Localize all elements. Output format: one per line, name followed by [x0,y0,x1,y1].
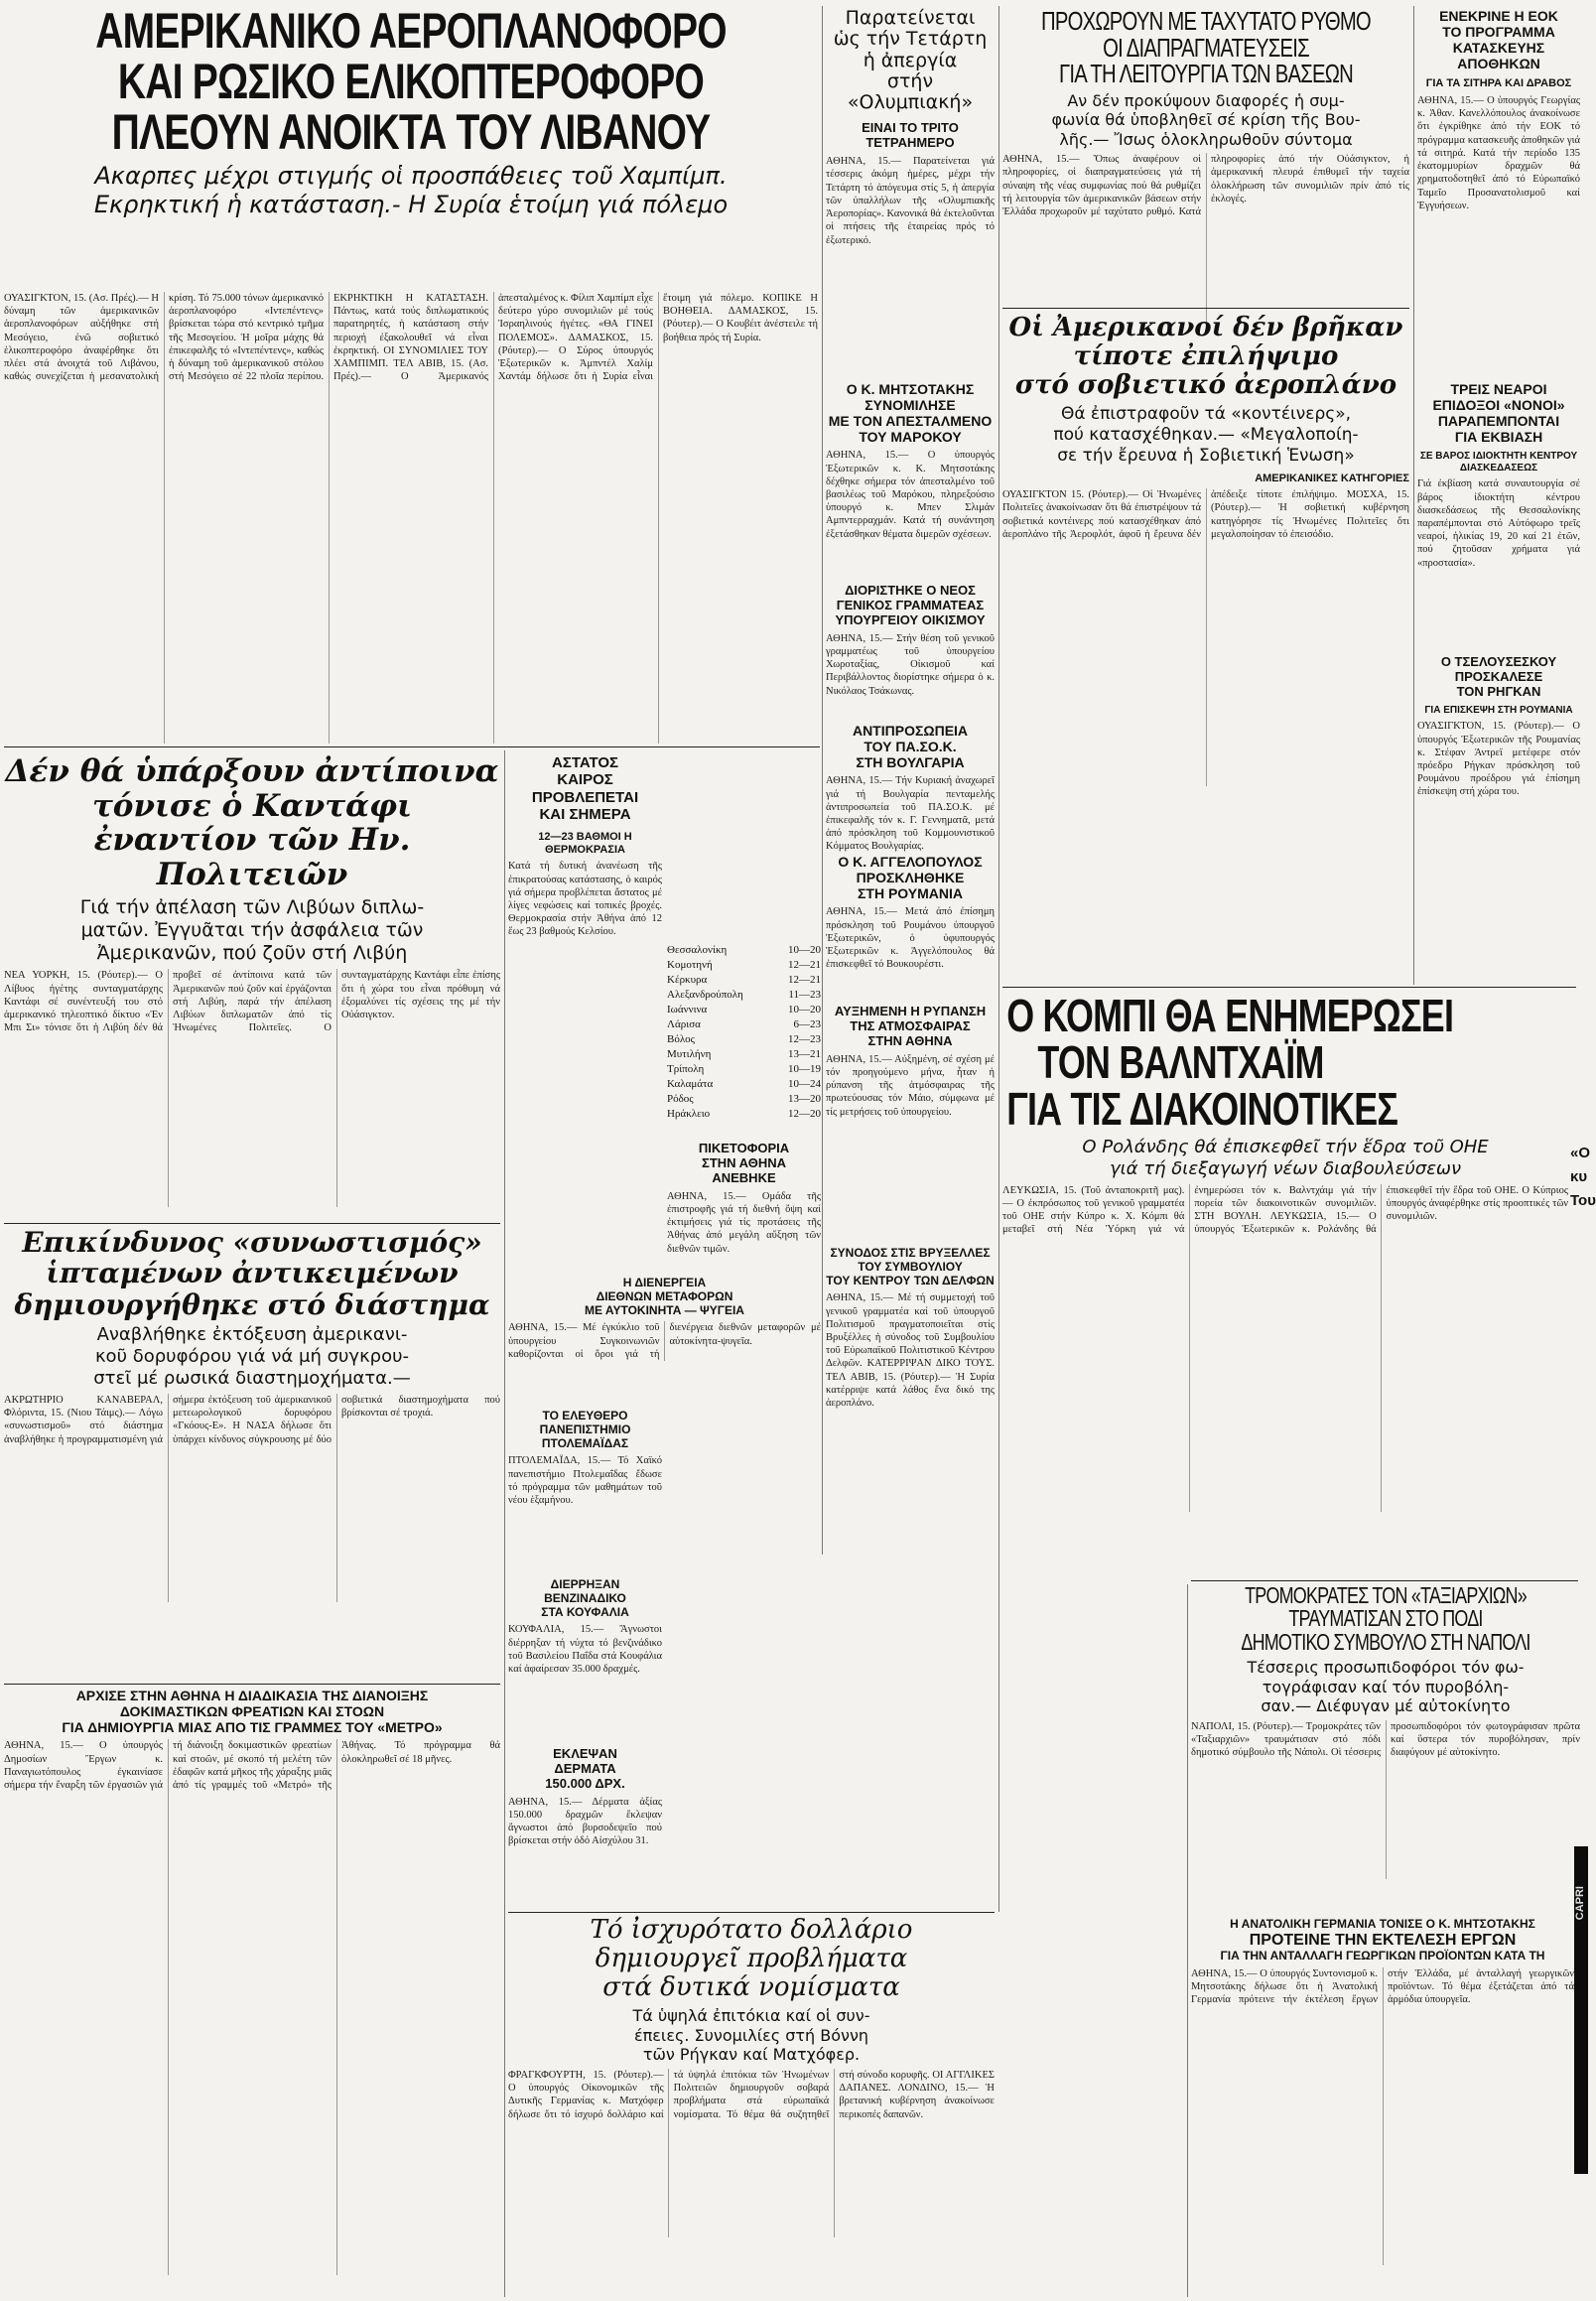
kicker-weather: 12—23 ΒΑΘΜΟΙ Η ΘΕΡΜΟΚΡΑΣΙΑ [538,831,632,856]
kicker-tselousescu: ΓΙΑ ΕΠΙΣΚΕΨΗ ΣΤΗ ΡΟΥΜΑΝΙΑ [1424,704,1573,716]
deck-dollar: Τά ὑψηλά ἐπιτόκια καί οἱ συν- έπειες. Συνομιλίες στή Βόννη τῶν Ρήγκαν καί Ματχόφερ. [632,2006,870,2065]
article-weather [508,754,662,1132]
weather-city-row: Αλεξανδρούπολη 11—23 [667,989,821,1001]
deck-bases-talks: Αν δέν προκύψουν διαφορές ἡ συμ- φωνία θά ὑποβληθεῖ σέ κρίση τῆς Βου- λῆς.— Ἴσως ὁλοκληρωθοῦν σύντομα [1051,90,1361,149]
headline-soviet-plane: Οἱ Ἀμερικανοί δέν βρῆκαν τίποτε ἐπιλήψιμο στό σοβιετικό ἀεροπλάνο [1008,313,1403,401]
article-olympic-strike [826,8,995,377]
body-bases-talks: ΑΘΗΝΑ, 15.— Ὅπως ἀναφέρουν οἱ πληροφορίες, οἱ διαπραγματεύσεις γιά τή σύναψη τῆς νέας συμφωνίας πού θά ρυθμίζει τή λειτουργία τῶν ἀμερικανικῶν βάσεων στήν Ἑλλάδα προχωροῦν μέ ταχύτατο ρυθμό. Κατά πληροφορίες ἀπό τήν Οὐάσιγκτον, ἡ ἀμερικανική πλευρά ἐπιθυμεῖ τήν ταχεία ὁλοκλήρωση τῶν συνομιλιῶν πρίν ἀπό τίς ἐκλογές. [1002,154,1409,217]
headline-bases-talks: ΠΡΟΧΩΡΟΥΝ ΜΕ ΤΑΧΥΤΑΤΟ ΡΥΘΜΟ ΟΙ ΔΙΑΠΡΑΓΜΑΤΕΥΣΕΙΣ ΓΙΑ ΤΗ ΛΕΙΤΟΥΡΓΙΑ ΤΩΝ ΒΑΣΕΩΝ [1041,6,1371,89]
article-pasok-bulgaria [826,723,995,853]
headline-secretary-general: ΔΙΟΡΙΣΤΗΚΕ Ο ΝΕΟΣ ΓΕΝΙΚΟΣ ΓΡΑΜΜΑΤΕΑΣ ΥΠΟΥΡΓΕΙΟΥ ΟΙΚΙΣΜΟΥ [835,583,986,627]
weather-city-row: Θεσσαλονίκη 10—20 [667,944,821,956]
article-smog [826,1005,995,1243]
body-cobby: ΛΕΥΚΩΣΙΑ, 15. (Τοῦ ἀνταποκριτῆ μας).— Ο ἐκπρόσωπος τοῦ γενικοῦ γραμματέα τοῦ ΟΗΕ στήν Κύπρο κ. Χ. Κόμπι θά μεταβεῖ στή Νέα Ὑόρκη γιά νά ἐνημερώσει τόν κ. Βαλντχάιμ γιά τήν πορεία τῶν διακοινοτικῶν συνομιλιῶν. ΣΤΗ ΒΟΥΛΗ. ΛΕΥΚΩΣΙΑ, 15.— Ο ὑπουργός Ἐξωτερικῶν κ. Ρολάνδης θά ἐπισκεφθεῖ τήν ἕδρα τοῦ ΟΗΕ. Ο Κύπριος ὑπουργός ἀναφέρθηκε στίς προοπτικές τῶν συνομιλιῶν. [1002,1184,1568,1236]
article-ptolemaida [508,1410,662,1568]
headline-olympic-strike: Παρατείνεται ὡς τήν Τετάρτη ἡ ἀπεργία στήν «Ολυμπιακή» [833,7,988,114]
article-tselousescu [1417,655,1580,979]
deck-space-danger: Αναβλήθηκε ἐκτόξευση ἀμερικανι- κοῦ δορυφόρου γιά νά μή συγκρου- στεῖ μέ ρωσικά διαστημοχήματα.— [93,1324,411,1389]
body-smog: ΑΘΗΝΑ, 15.— Αὐξημένη, σέ σχέση μέ τόν προηγούμενο μήνα, ἦταν ἡ ρύπανση τῆς ἀτμόσφαιρας τῆς πρωτεύουσας τόν Μάιο, σύμφωνα μέ τίς μετρήσεις τοῦ ὑπουργείου. [826,1053,995,1118]
kicker-soviet-plane: ΑΜΕΡΙΚΑΝΙΚΕΣ ΚΑΤΗΓΟΡΙΕΣ [1255,472,1409,484]
rule-divider [4,1223,500,1224]
headline-eec-program: ΕΝΕΚΡΙΝΕ Η ΕΟΚ ΤΟ ΠΡΟΓΡΑΜΜΑ ΚΑΤΑΣΚΕΥΗΣ ΑΠΟΘΗΚΩΝ [1439,8,1558,72]
body-weather: Κατά τή δυτική ἀνανέωση τῆς ἐπικρατούσας κατάστασης, ὁ καιρός γιά σήμερα προβλέπεται ἄστατος μέ λίγες νεφώσεις καί τοπικές βροχές. Θερμοκρασία στήν Ἀθήνα ἀπό 12 ἕως 23 βαθμούς Κελσίου. [508,861,662,938]
headline-smog: ΑΥΞΗΜΕΝΗ Η ΡΥΠΑΝΣΗ ΤΗΣ ΑΤΜΟΣΦΑΙΡΑΣ ΣΤΗΝ ΑΘΗΝΑ [834,1004,987,1048]
rule-divider [4,746,820,747]
article-eec-program [1417,8,1580,375]
weather-city-row: Κέρκυρα 12—21 [667,974,821,986]
article-secretary-general [826,584,995,719]
body-secretary-general: ΑΘΗΝΑ, 15.— Στήν θέση τοῦ γενικοῦ γραμματέως τοῦ ὑπουργείου Χωροταξίας, Οἰκισμοῦ καί Περιβάλλοντος διορίστηκε σήμερα ὁ κ. Νικόλαος Τσάκωνας. [826,632,995,697]
side-bar [1574,1846,1588,2174]
body-dollar: ΦΡΑΓΚΦΟΥΡΤΗ, 15. (Ρόυτερ).— Ο ὑπουργός Οἰκονομικῶν τῆς Δυτικῆς Γερμανίας κ. Ματχόφερ δήλωσε ὅτι τό ἰσχυρό δολλάριο καί τά ὑψηλά ἐπιτόκια τῶν Ἡνωμένων Πολιτειῶν δημιουργοῦν σοβαρά προβλήματα στά εὐρωπαϊκά νομίσματα. Τό θέμα θά συζητηθεῖ στή σύνοδο κορυφῆς. ΟΙ ΑΓΓΛΙΚΕΣ ΔΑΠΑΝΕΣ. ΛΟΝΔΙΝΟ, 15.— Ἡ βρετανική κυβέρνηση ἀνακοίνωσε περικοπές δαπανῶν. [508,2069,995,2120]
article-aircraft-carrier [4,3,818,294]
headline-pasok-bulgaria: ΑΝΤΙΠΡΟΣΩΠΕΙΑ ΤΟΥ ΠΑ.ΣΟ.Κ. ΣΤΗ ΒΟΥΛΓΑΡΙΑ [852,723,969,771]
article-space-danger [4,1227,500,1684]
body-east-germany: ΑΘΗΝΑ, 15.— Ο ὑπουργός Συντονισμοῦ κ. Μητσοτάκης δήλωσε ὅτι ἡ Ἀνατολική Γερμανία πρότεινε τήν ἐκτέλεση ἔργων στήν Ἑλλάδα, μέ ἀνταλλαγή γεωργικῶν προϊόντων. Τό θέμα ἐξετάζεται ἀπό τά ἁρμόδια ὑπουργεῖα. [1191,1967,1574,2006]
body-metro: ΑΘΗΝΑ, 15.— Ο ὑπουργός Δημοσίων Ἔργων κ. Παναγιωτόπουλος ἐγκαινίασε σήμερα τήν ἔναρξη τῶν ἐργασιῶν γιά τή διάνοιξη δοκιμαστικῶν φρεατίων καί στοῶν, μέ σκοπό τή μελέτη τῶν ἐδαφῶν κατά μῆκος τῆς χάραξης μιᾶς ἀπό τίς γραμμές τοῦ «Μετρό» τῆς Ἀθήνας. Τό πρόγραμμα θά ὁλοκληρωθεῖ σέ 18 μῆνες. [4,1740,500,1791]
headline-space-danger: Επικίνδυνος «συνωστισμός» ἱπταμένων ἀντικειμένων δημιουργήθηκε στό διάστημα [14,1226,490,1321]
body-mitsotakis-morocco: ΑΘΗΝΑ, 15.— Ο ὑπουργός Ἐξωτερικῶν κ. Κ. Μητσοτάκης δέχθηκε σήμερα τόν ἀπεσταλμένο τοῦ βασιλέως τοῦ Μαρόκου, πληρεξούσιο ὑπουργό κ. Μπεν Σλιμάν Αμπντερραχμάν. Κατά τή συνάντηση ἐξετάσθηκαν θέματα διμερῶν σχέσεων. [826,450,995,540]
deck-cobby: Ο Ρολάνδης θά ἐπισκεφθεῖ τήν ἕδρα τοῦ ΟΗΕ γιά τή διεξαγωγή νέων διαβουλεύσεων [1082,1136,1489,1179]
side-bar-label: CAPRI [1574,1886,1586,1921]
body-taxiarchos: ΝΑΠΟΛΙ, 15. (Ρόυτερ).— Τρομοκράτες τῶν «Ταξιαρχιῶν» τραυμάτισαν στό πόδι δημοτικό σύμβουλο τῆς Νάπολι. Οἱ τέσσερις προσωπιδοφόροι τόν φωτογράφισαν πρῶτα καί ὕστερα τόν πυροβόλησαν, πρίν διαφύγουν μέ αὐτοκίνητο. [1191,1720,1580,1759]
kicker-olympic-strike: ΕΙΝΑΙ ΤΟ ΤΡΙΤΟ ΤΕΤΡΑΗΜΕΡΟ [862,120,959,151]
article-taxiarchos [1191,1584,1580,1912]
headline-dollar: Τό ἰσχυρότατο δολλάριο δημιουργεῖ προβλήματα στά δυτικά νομίσματα [590,1915,913,2003]
body-pikefoderia: ΑΘΗΝΑ, 15.— Ομάδα τῆς ἐπιστροφῆς γιά τή διεθνή ὄψη καί ἐκτιμήσεις γιά τίς προτάσεις τῆς Ἀθήνας ἀπό μεγάλη αὔξηση τῶν διεθνῶν τιμῶν. [667,1190,821,1255]
column-divider [504,750,505,2297]
headline-east-germany: Η ΑΝΑΤΟΛΙΚΗ ΓΕΡΜΑΝΙΑ ΤΟΝΙΣΕ Ο Κ. ΜΗΤΣΟΤΑΚΗΣ ΠΡΟΤΕΙΝΕ ΤΗΝ ΕΚΤΕΛΕΣΗ ΕΡΓΩΝ ΓΙΑ ΤΗΝ ΑΝΤΑΛΛΑΓΗ ΓΕΩΡΓΙΚΩΝ ΠΡΟΪΟΝΤΩΝ ΚΑΤΑ ΤΗ [1220,1917,1545,1963]
deck-taxiarchos: Τέσσερις προσωπιδοφόροι τόν φω- τογράφισαν καί τόν πυροβόλη- σαν.— Διέφυγαν μέ αὐτοκίνητο [1247,1658,1525,1716]
headline-mitsotakis-morocco: Ο Κ. ΜΗΤΣΟΤΑΚΗΣ ΣΥΝΟΜΙΛΗΣΕ ΜΕ ΤΟΝ ΑΠΕΣΤΑΛΜΕΝΟ ΤΟΥ ΜΑΡΟΚΟΥ [828,381,993,446]
headline-tselousescu: Ο ΤΣΕΛΟΥΣΕΣΚΟΥ ΠΡΟΣΚΑΛΕΣΕ ΤΟΝ ΡΗΓΚΑΝ [1440,654,1557,699]
article-angelopoulos-romania [826,854,995,1003]
article-dollar [508,1916,995,2297]
body-angelopoulos-romania: ΑΘΗΝΑ, 15.— Μετά ἀπό ἐπίσημη πρόσκληση τοῦ Ρουμάνου ὑπουργοῦ Ἐξωτερικῶν, ὁ ὑφυπουργός Ἐξωτερικῶν κ. Ἀγγελόπουλος θά ἐπισκεφθεῖ τό Βουκουρέστι. [826,906,995,971]
weather-city-row: Ηράκλειο 12—20 [667,1108,821,1120]
article-cobby [1002,990,1568,1578]
headline-petrol-theft: ΔΙΕΡΡΗΞΑΝ ΒΕΝΖΙΝΑΔΙΚΟ ΣΤΑ ΚΟΥΦΑΛΙΑ [541,1577,629,1619]
article-petrol-theft [508,1578,662,1737]
headline-weather: ΑΣΤΑΤΟΣ ΚΑΙΡΟΣ ΠΡΟΒΛΕΠΕΤΑΙ ΚΑΙ ΣΗΜΕΡΑ [531,754,639,823]
body-neoi-trial: Γιά ἐκβίαση κατά συναυτουργία σέ βάρος ἰδιοκτήτη κέντρου διασκεδάσεως τῆς Θεσσαλονίκης παραπέμπονται στό Αὐτόφωρο τρεῖς νεαροί, ἡλικίας 19, 20 καί 21 ἐτῶν, πού ζητοῦσαν χρήματα γιά «προστασία». [1417,478,1580,569]
article-east-germany [1191,1918,1574,2297]
body-olympic-strike: ΑΘΗΝΑ, 15.— Παρατείνεται γιά τέσσερις ἀκόμη ἡμέρες, μέχρι τήν Τετάρτη τό ἀπόγευμα στίς 5, ἡ ἀπεργία τῶν ὑπαλλήλων τῆς «Ολυμπιακῆς Ἀεροπορίας». Κανονικά θά ἐκτελοῦνται οἱ πτήσεις τῆς ἑταιρείας πρός τό ἐξωτερικό. [826,156,995,246]
weather-city-row: Ρόδος 13—20 [667,1093,821,1105]
body-petrol-theft: ΚΟΥΦΑΛΙΑ, 15.— Ἄγνωστοι διέρρηξαν τή νύχτα τό βενζινάδικο τοῦ Βασιλείου Παΐδα στά Κουφάλια καί ἀφαίρεσαν 35.000 δραχμές. [508,1624,662,1676]
article-mitsotakis-morocco [826,381,995,580]
headline-stole-skins: ΕΚΛΕΨΑΝ ΔΕΡΜΑΤΑ 150.000 ΔΡΧ. [545,1746,625,1791]
weather-city-row: Βόλος 12—23 [667,1033,821,1045]
article-stole-skins [508,1747,662,1906]
body-eec-program: ΑΘΗΝΑ, 15.— Ο ὑπουργός Γεωργίας κ. Ἀθαν. Κανελλόπουλος ἀνακοίνωσε ὅτι ἐγκρίθηκε ἀπό τήν ΕΟΚ τό πρόγραμμα κατασκευῆς ἀποθηκῶν γιά τά σιτηρά. Κατά τήν περίοδο 135 ἐκατομμυρίων δραχμῶν θά χρηματοδοτηθεῖ ἀπό τό Εὐρωπαϊκό Ταμεῖο Προσανατολισμοῦ καί Ἐγγυήσεων. [1417,95,1580,211]
headline-ptolemaida: ΤΟ ΕΛΕΥΘΕΡΟ ΠΑΝΕΠΙΣΤΗΜΙΟ ΠΤΟΛΕΜΑΪΔΑΣ [539,1409,631,1450]
article-aircraft-carrier-body [4,288,818,744]
deck-gaddafi: Γιά τήν ἀπέλαση τῶν Λιβύων διπλω- ματῶν. Ἐγγυᾶται τήν ἀσφάλεια τῶν Ἀμερικανῶν, πού ζοῦν στή Λιβύη [79,895,425,965]
headline-aircraft-carrier: ΑΜΕΡΙΚΑΝΙΚΟ ΑΕΡΟΠΛΑΝΟΦΟΡΟ ΚΑΙ ΡΩΣΙΚΟ ΕΛΙΚΟΠΤΕΡΟΦΟΡΟ ΠΛΕΟΥΝ ΑΝΟΙΚΤΑ ΤΟΥ ΛΙΒΑΝΟΥ [95,3,727,160]
article-delphi-center [826,1247,995,1535]
rule-divider [1002,987,1576,988]
body-transport: ΑΘΗΝΑ, 15.— Μέ ἐγκύκλιο τοῦ ὑπουργείου Συγκοινωνιῶν καθορίζονται οἱ ὅροι γιά τή διενέργεια διεθνῶν μεταφορῶν μέ αὐτοκίνητα-ψυγεῖα. [508,1322,821,1360]
weather-city-row: Μυτιλήνη 13—21 [667,1048,821,1060]
headline-delphi-center: ΣΥΝΟΔΟΣ ΣΤΙΣ ΒΡΥΞΕΛΛΕΣ ΤΟΥ ΣΥΜΒΟΥΛΙΟΥ ΤΟΥ ΚΕΝΤΡΟΥ ΤΩΝ ΔΕΛΦΩΝ [826,1246,995,1287]
headline-angelopoulos-romania: Ο Κ. ΑΓΓΕΛΟΠΟΥΛΟΣ ΠΡΟΣΚΛΗΘΗΚΕ ΣΤΗ ΡΟΥΜΑΝΙΑ [838,854,983,902]
cobby-right-fragment: «Ο κυ Του [1570,1145,1596,1209]
deck-soviet-plane: Θά ἐπιστραφοῦν τά «κοντέινερς», πού κατασχέθηκαν.— «Μεγαλοποίη- σε τήν ἔρευνα ἡ Σοβιετική Ἑνωση» [1053,404,1359,466]
body-aircraft-carrier: ΟΥΑΣΙΓΚΤΟΝ, 15. (Ασ. Πρές).— Η δύναμη τῶν ἀμερικανικῶν ἀεροπλανοφόρων αὐξήθηκε στή Μεσόγειο, ἐνῶ σοβιετικό ἑλικοπτεροφόρο ἀναφέρθηκε ὅτι πλέει στά ἀνοιχτά τοῦ Λιβάνου, καθώς συνεχίζεται ἡ μεσανατολική κρίση. Τό 75.000 τόνων ἀμερικανικό ἀεροπλανοφόρο «Ιντεπέντενς» βρίσκεται τώρα στό κεντρικό τμῆμα τῆς Μεσογείου. Ἡ μοῖρα μάχης θά ἐπικεφαλῆς τό «Ιντεπέντενς», καθώς ἡ δύναμη τοῦ ἀμερικανικοῦ στόλου στή Μεσόγειο σέ 22 πλοῖα περίπου. ΕΚΡΗΚΤΙΚΗ Η ΚΑΤΑΣΤΑΣΗ. Πάντως, κατά τούς διπλωματικούς παρατηρητές, ἡ κατάσταση στήν περιοχή ἐξακολουθεῖ νά εἶναι ἐκρηκτική. ΟΙ ΣΥΝΟΜΙΛΙΕΣ ΤΟΥ ΧΑΜΠΙΜΠ. ΤΕΛ ΑΒΙΒ, 15. (Ασ. Πρές).— Ο Ἀμερικανός ἀπεσταλμένος κ. Φίλιπ Χαμπίμπ εἶχε δεύτερο γύρο συνομιλιῶν μέ τούς Ἰσραηλινούς ἡγέτες. «ΘΑ ΓΙΝΕΙ ΠΟΛΕΜΟΣ». ΔΑΜΑΣΚΟΣ, 15. (Ρόυτερ).— Ο Σύρος ὑπουργός Ἐξωτερικῶν κ. Ἀμπντέλ Χαλίμ Χαντάμ δήλωσε ὅτι ἡ Συρία εἶναι ἕτοιμη γιά πόλεμο. ΚΟΠΙΚΕ Η ΒΟΗΘΕΙΑ. ΔΑΜΑΣΚΟΣ, 15. (Ρόυτερ).— Ο Κουβέιτ ἀνέστειλε τή βοήθεια πρός τή Συρία. [4,293,818,383]
body-space-danger: ΑΚΡΩΤΗΡΙΟ ΚΑΝΑΒΕΡΑΛ, Φλόριντα, 15. (Νιου Τάιμς).— Λόγω «συνωστισμοῦ» στό διάστημα ἀναβλήθηκε ἡ προγραμματισμένη γιά σήμερα ἐκτόξευση τοῦ ἀμερικανικοῦ μετεωρολογικοῦ δορυφόρου «Γκόους-Ε». Η ΝΑΣΑ δήλωσε ὅτι ὑπάρχει κίνδυνος σύγκρουσης μέ δύο σοβιετικά διαστημοχήματα πού βρίσκονται σέ τροχιά. [4,1394,500,1445]
headline-taxiarchos: ΤΡΟΜΟΚΡΑΤΕΣ ΤΟΝ «ΤΑΞΙΑΡΧΙΩΝ» ΤΡΑΥΜΑΤΙΣΑΝ ΣΤΟ ΠΟΔΙ ΔΗΜΟΤΙΚΟ ΣΥΜΒΟΥΛΟ ΣΤΗ ΝΑΠΟΛΙ [1241,1582,1530,1655]
column-divider [998,6,999,1912]
kicker-neoi-trial: ΣΕ ΒΑΡΟΣ ΙΔΙΟΚΤΗΤΗ ΚΕΝΤΡΟΥ ΔΙΑΣΚΕΔΑΣΕΩΣ [1419,451,1578,474]
column-divider [1187,1584,1188,2297]
weather-city-table [667,943,821,1142]
body-soviet-plane: ΟΥΑΣΙΓΚΤΟΝ 15. (Ρόυτερ).— Οἱ Ἡνωμένες Πολιτεῖες ἀνακοίνωσαν ὅτι θά ἐπιστρέψουν τά σοβιετικά κοντέινερς πού κατασχέθηκαν ἀπό ἀεροπλάνο τῆς Ἀεροφλότ, ἀφοῦ ἡ ἔρευνα δέν ἀπέδειξε τίποτε ἐπιλήψιμο. ΜΟΣΧΑ, 15. (Ρόυτερ).— Ἡ σοβιετική κυβέρνηση κατηγόρησε τίς Ἡνωμένες Πολιτεῖες ὅτι μεγαλοποίησαν τό ἐπεισόδιο. [1002,489,1409,540]
weather-city-row: Καλαμάτα 10—24 [667,1078,821,1090]
column-divider [822,6,823,1555]
body-pasok-bulgaria: ΑΘΗΝΑ, 15.— Τήν Κυριακή ἀναχωρεῖ γιά τή Βουλγαρία πενταμελής ἀντιπροσωπεία τοῦ ΠΑ.ΣΟ.Κ. μέ ἐπικεφαλῆς τόν κ. Γ. Γεννηματᾶ, μετά ἀπό πρόσκληση τοῦ Κομμουνιστικοῦ Κόμματος Βουλγαρίας. [826,775,995,853]
article-gaddafi [4,754,500,1221]
body-stole-skins: ΑΘΗΝΑ, 15.— Δέρματα ἀξίας 150.000 δραχμῶν ἔκλεψαν ἄγνωστοι ἀπό βυρσοδεψεῖο πού βρίσκεται στήν ὁδό Αἰσχύλου 31. [508,1796,662,1847]
body-ptolemaida: ΠΤΟΛΕΜΑΪΔΑ, 15.— Τό Χαϊκό πανεπιστήμιο Πτολεμαΐδας ἔδωσε τό πρόγραμμα τῶν μαθημάτων τοῦ νέου ἑξαμήνου. [508,1455,662,1507]
rule-divider [1191,1580,1578,1581]
kicker-eec-program: ΓΙΑ ΤΑ ΣΙΤΗΡΑ ΚΑΙ ΔΡΑΒΟΣ [1425,77,1572,90]
weather-city-row: Λάρισα 6—23 [667,1018,821,1030]
body-tselousescu: ΟΥΑΣΙΓΚΤΟΝ, 15. (Ρόυτερ).— Ο ὑπουργός Ἐξωτερικῶν τῆς Ρουμανίας κ. Στέφαν Άντρεϊ μετέφερε στόν πρόεδρο Ρήγκαν πρόσκληση τοῦ Ρουμάνου προέδρου γιά ἐπίσημη ἐπίσκεψη στή χώρα του. [1417,721,1580,798]
headline-pikefoderia: ΠΙΚΕΤΟΦΟΡΙΑ ΣΤΗΝ ΑΘΗΝΑ ΑΝΕΒΗΚΕ [698,1141,790,1185]
headline-gaddafi: Δέν θά ὑπάρξουν ἀντίποινα τόνισε ὁ Καντάφι ἐναντίον τῶν Ην. Πολιτειῶν [5,753,499,893]
headline-transport: Η ΔΙΕΝΕΡΓΕΙΑ ΔΙΕΘΝΩΝ ΜΕΤΑΦΟΡΩΝ ΜΕ ΑΥΤΟΚΙΝΗΤΑ — ΨΥΓΕΙΑ [585,1276,744,1317]
headline-metro: ΑΡΧΙΣΕ ΣΤΗΝ ΑΘΗΝΑ Η ΔΙΑΔΙΚΑΣΙΑ ΤΗΣ ΔΙΑΝΟΙΞΗΣ ΔΟΚΙΜΑΣΤΙΚΩΝ ΦΡΕΑΤΙΩΝ ΚΑΙ ΣΤΟΩΝ ΓΙΑ ΔΗΜΙΟΥΡΓΙΑ ΜΙΑΣ ΑΠΟ ΤΙΣ ΓΡΑΜΜΕΣ ΤΟΥ «ΜΕΤΡΟ» [62,1688,443,1736]
article-neoi-trial [1417,381,1580,649]
deck-aircraft-carrier: Ακαρπες μέχρι στιγμής οἱ προσπάθειες τοῦ Χαμπίμπ. Εκρηκτική ἡ κατάσταση.- Η Συρία ἑτοίμη γιά πόλεμο [93,162,729,219]
rule-divider [508,1912,995,1913]
body-delphi-center: ΑΘΗΝΑ, 15.— Μέ τή συμμετοχή τοῦ γενικοῦ γραμματέα καί τοῦ ὑπουργοῦ Πολιτισμοῦ πραγματοποιεῖται στίς Βρυξέλλες ἡ σύνοδος τοῦ Συμβουλίου τοῦ Εὐρωπαϊκοῦ Πολιτιστικοῦ Κέντρου Δελφῶν. ΚΑΤΕΡΡΙΨΑΝ ΔΙΚΟ ΤΟΥΣ. ΤΕΛ ΑΒΙΒ, 15. (Ρόυτερ).— Ἡ Συρία κατέρριψε κατά λάθος ἕνα δικό της ἀεροπλάνο. [826,1292,995,1410]
weather-city-row: Κομοτηνή 12—21 [667,959,821,971]
article-metro [4,1688,500,2297]
article-bases-talks [1002,8,1409,306]
headline-neoi-trial: ΤΡΕΙΣ ΝΕΑΡΟΙ ΕΠΙΔΟΞΟΙ «ΝΟΝΟΙ» ΠΑΡΑΠΕΜΠΟΝΤΑΙ ΓΙΑ ΕΚΒΙΑΣΗ [1432,381,1565,446]
rule-divider [4,1684,500,1685]
article-transport [508,1277,821,1402]
weather-city-row: Ιωάννινα 10—20 [667,1004,821,1015]
weather-city-row: Τρίπολη 10—19 [667,1063,821,1075]
body-gaddafi: ΝΕΑ ΥΟΡΚΗ, 15. (Ρόυτερ).— Ο Λίβυος ἡγέτης συνταγματάρχης Καντάφι σέ συνέντευξή του στό ἀμερικανικό τηλεοπτικό δίκτυο «Ἐν Μπι Σι» τόνισε ὅτι ἡ Λιβύη δέν θά προβεῖ σέ ἀντίποινα κατά τῶν Ἀμερικανῶν πού ζοῦν καί ἐργάζονται στή Λιβύη, παρά τήν ἀπέλαση Λιβύων διπλωματῶν ἀπό τίς Ἡνωμένες Πολιτεῖες. Ο συνταγματάρχης Καντάφι εἶπε ἐπίσης ὅτι ἡ χώρα του εἶναι πρόθυμη νά ἐξομαλύνει τίς σχέσεις της μέ τήν Οὐάσιγκτον. [4,970,500,1034]
rule-divider [1002,308,1409,309]
article-pikefoderia [667,1142,821,1271]
headline-cobby: Ο ΚΟΜΠΙ ΘΑ ΕΝΗΜΕΡΩΣΕΙ ΤΟΝ ΒΑΛΝΤΧΑΪΜ ΓΙΑ ΤΙΣ ΔΙΑΚΟΙΝΟΤΙΚΕΣ [1006,990,1454,1135]
article-soviet-plane [1002,314,1409,800]
column-divider [1413,6,1414,985]
